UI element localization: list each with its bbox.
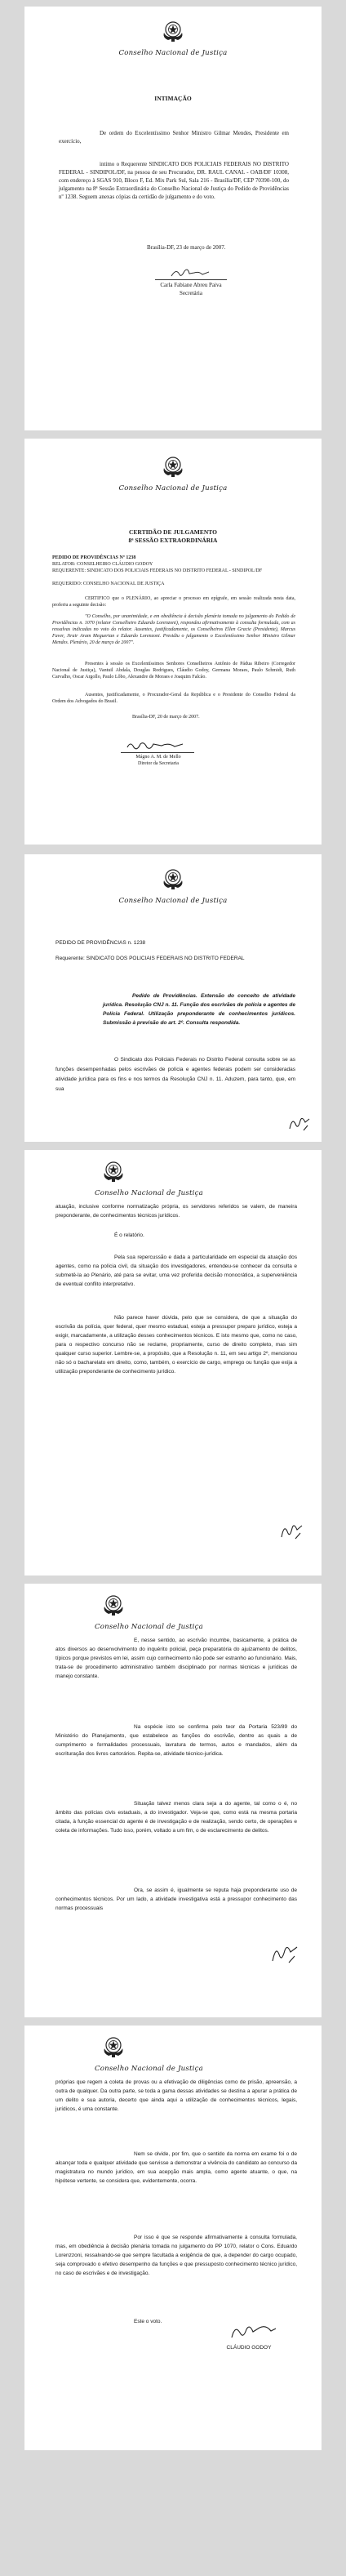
document-page-certidao	[24, 439, 322, 845]
document-page-voto-3	[24, 1584, 322, 2017]
handwritten-initials	[269, 1941, 302, 1964]
paragraph: Por isso é que se responde afirmativamente à consulta formulada, mas, em obediência à decisão plenária tomada no julgamento do PP 1070, relator o Cons. Eduardo Lorenzzoni, ressalvando-se que sempre facultada a exigência de que, a depender do cargo ocupado, seja comprovado o efetivo desempenho da funções e que pressuposto conhecimento técnico jurídico, no caso de escrivães e de investigação.	[55, 2235, 297, 2276]
signer-role: Secretária	[180, 290, 202, 296]
paragraph: Situação talvez menos clara seja a do agente, tal como o é, no âmbito das polícias civis estaduais, a do investigador. Veja-se que, como está na mesma portaria citada, à função essencial do agente é de investigação e de realização, sendo certo, de operações e coleta de informações. Tudo isso, porém, voltado a um fim, o de esclarecimento de delitos.	[55, 1801, 297, 1834]
paragraph: Na espécie isto se confirma pelo teor da Portaria 523/89 do Ministério do Planejamento, que estabelece as funções do escrivão, dentre as quais a de cumprimento e formalidades processuais, lavratura de termos, autos e mandados, além da escrituração dos livros cartorários. Repita-se, atividade técnico-jurídica.	[55, 1724, 297, 1757]
signer-name: Carla Fabiane Abreu Paiva	[160, 282, 222, 288]
page-subtitle: 8ª SESSÃO EXTRAORDINÁRIA	[128, 537, 218, 544]
signature-line	[155, 279, 227, 280]
council-name: Conselho Nacional de Justiça	[118, 49, 228, 57]
paragraph: Nem se olvide, por fim, que o sentido da norma em exame foi o de alcançar toda e qualquer atividade que servisse a demonstrar a vivência do candidato ao concurso da magistratura no mundo jurídico, em sua acepção mais ampla, como agente atuante, o que, na hipótese vertente, se considera que, evidentemente, ocorra.	[55, 2151, 297, 2184]
case-number: PEDIDO DE PROVIDÊNCIAS Nº 1238	[52, 555, 136, 560]
council-name: Conselho Nacional de Justiça	[95, 2065, 203, 2073]
coat-of-arms-icon	[101, 1160, 126, 1183]
document-page-voto-2	[24, 1150, 322, 1575]
paragraph: É o relatório.	[114, 1232, 144, 1238]
paragraph: atuação, inclusive conforme normatização própria, os servidores referidos se valem, de maneira preponderante, de conhecimentos técnicos jurídicos.	[55, 1204, 297, 1219]
paragraph: De ordem do Excelentíssimo Senhor Ministro Gilmar Mendes, Presidente em exercício,	[59, 130, 289, 145]
paragraph: Pela sua repercussão e dada a particularidade em especial da atuação dos agentes, como na polícia civil, da situação dos investigadores, entendeu-se conhecer da consulta e submetê-la ao Plenário, até para se evitar, uma vez proferida decisão monocrática, a superveniência de eventual conflito interpretativo.	[55, 1255, 297, 1287]
case-number: PEDIDO DE PROVIDÊNCIAS n. 1238	[55, 940, 146, 946]
council-name: Conselho Nacional de Justiça	[95, 1189, 203, 1197]
date-line: Brasília-DF, 20 de março de 2007.	[132, 715, 200, 720]
handwritten-signature	[126, 739, 184, 752]
signature-line	[121, 752, 194, 753]
document-page-intimacao	[24, 7, 322, 430]
page-title: INTIMAÇÃO	[154, 95, 192, 102]
council-name: Conselho Nacional de Justiça	[95, 1623, 203, 1631]
coat-of-arms-icon	[101, 1593, 126, 1616]
document-page-voto-1	[24, 854, 322, 1142]
paragraph: O Sindicato dos Policiais Federais no Distrito Federal consulta sobre se as funções desempenhadas pelos escrivães de polícia e agentes federais podem ser consideradas atividade jurídica para os fins e nos termos da Resolução CNJ n. 11. Aduzem, para tanto, que, em sua	[55, 1057, 295, 1092]
handwritten-initials	[279, 1521, 305, 1540]
requerente-line: Requerente: SINDICATO DOS POLICIAIS FEDERAIS NO DISTRITO FEDERAL	[55, 956, 245, 961]
coat-of-arms-icon	[161, 867, 185, 890]
paragraph: CERTIFICO que o PLENÁRIO, ao apreciar o processo em epígrafe, em sessão realizada nesta data, proferiu a seguinte decisão:	[52, 596, 295, 608]
paragraph: Ausentes, justificadamente, o Procurador-Geral da República e o Presidente do Conselho Federal da Ordem dos Advogados do Brasil.	[52, 693, 295, 704]
closing-line: Este o voto.	[134, 2319, 162, 2324]
paragraph: intimo o Requerente SINDICATO DOS POLICIAIS FEDERAIS NO DISTRITO FEDERAL - SINDIPOL/DF, na pessoa de seu Procurador, DR. RAUL CANAL - OAB/DF 10308, com endereço à SGAS 910, Bloco F, Ed. Mix Park Sul, Sala 216 - Brasília/DF, CEP 70390-100, do julgamento na 8ª Sessão Extraordinária do Conselho Nacional de Justiça do Pedido de Providências nº 1238. Seguem anexas cópias da certidão de julgamento e do voto.	[59, 161, 289, 200]
paragraph: Presentes à sessão os Excelentíssimos Senhores Conselheiros Antônio de Pádua Ribeiro (Corregedor Nacional de Justiça), Vantuil Abdala, Douglas Rodrigues, Cláudio Godoy, Germana Moraes, Paulo Schmidt, Ruth Carvalho, Oscar Argollo, Paulo Lôbo, Alexandre de Moraes e Joaquim Falcão.	[52, 662, 295, 680]
ementa: Pedido de Providências. Extensão do conceito de atividade jurídica. Resolução CNJ n. 11. Função dos escrivães de polícia e agentes de Polícia Federal. Utilização preponderante de conhecimentos jurídicos. Submissão à previsão do art. 2º. Consulta respondida.	[103, 993, 295, 1026]
document-page-voto-4	[24, 2026, 322, 2450]
handwritten-signature	[170, 266, 211, 279]
handwritten-initials	[287, 1114, 312, 1132]
signer-role: Diretor da Secretaria	[138, 761, 179, 766]
decision-paragraph: "O Conselho, por unanimidade, e em obediência à decisão plenária tomada no julgamento do Pedido de Providências n. 1070 (relator Conselheiro Eduardo Lorenzoni), respondeu afirmativamente à consulta formulada, com as ressalvas indicadas no voto do relator. Ausentes, justificadamente, os Conselheiros Ellen Gracie (Presidente), Marcus Faver, Jirair Aram Meguerian e Eduardo Lorenzoni. Presidiu o julgamento o Excelentíssimo Senhor Ministro Gilmar Mendes. Plenário, 20 de março de 2007".	[52, 614, 295, 645]
paragraph: Ora, se assim é, igualmente se reputa haja preponderante uso de conhecimentos técnicos. Por um lado, a atividade investigativa está a pressupor conhecimento das normas processuais	[55, 1887, 297, 1911]
coat-of-arms-icon	[161, 455, 185, 478]
coat-of-arms-icon	[101, 2035, 126, 2058]
paragraph: E, nesse sentido, ao escrivão incumbe, basicamente, a prática de atos diversos ao desenvolvimento do inquérito policial, peça preparatória do ajuizamento de delitos, típicos porque previstos em lei, assim cujo conhecimento não pode ser estranho ao funcionário. Mais, trata-se de procedimento administrativo também disciplinado por normas técnicas e jurídicas de manejo constante.	[55, 1638, 297, 1679]
handwritten-signature	[228, 2321, 277, 2342]
relator-line: RELATOR: CONSELHEIRO CLÁUDIO GODOY	[52, 562, 153, 567]
signer-name: Mágno A. M. de Mello	[135, 755, 181, 760]
council-name: Conselho Nacional de Justiça	[118, 897, 228, 905]
paragraph: próprias que regem a coleta de provas ou a efetivação de diligências como de prisão, apreensão, a outra de qualquer. Da outra parte, se toda a gama dessas atividades se destina a apurar a prática de um delito e sua autoria, decerto que ainda aqui a utilização de conhecimentos técnicos, legais, jurídicos, é uma constante.	[55, 2079, 297, 2112]
paragraph: Não parece haver dúvida, pelo que se considera, de que a situação do escrivão da polícia, quer federal, quer mesmo estadual, esteja a pressupor preparo jurídico, esteja a exigir, marcadamente, a utilização desses conhecimentos técnicos. E isto mesmo que, como no caso, para o respectivo concurso não se reclame, propriamente, curso de direito completo, mas sim qualquer curso superior. Lembre-se, a propósito, que a Resolução n. 11, em seu artigo 2º, mencionou não só o bacharelato em direito, como, também, o exercício de cargo, emprego ou função que exija a utilização preponderante de conhecimento jurídico.	[55, 1315, 297, 1375]
signer-name: CLÁUDIO GODOY	[226, 2345, 272, 2351]
requerido-line: REQUERIDO: CONSELHO NACIONAL DE JUSTIÇA	[52, 582, 165, 586]
council-name: Conselho Nacional de Justiça	[118, 484, 228, 492]
requerente-line: REQUERENTE: SINDICATO DOS POLICIAIS FEDERAIS NO DISTRITO FEDERAL - SINDIPOL/DF	[52, 568, 263, 573]
coat-of-arms-icon	[161, 20, 185, 42]
page-title: CERTIDÃO DE JULGAMENTO	[129, 528, 217, 536]
date-line: Brasília-DF, 23 de março de 2007.	[147, 244, 226, 251]
